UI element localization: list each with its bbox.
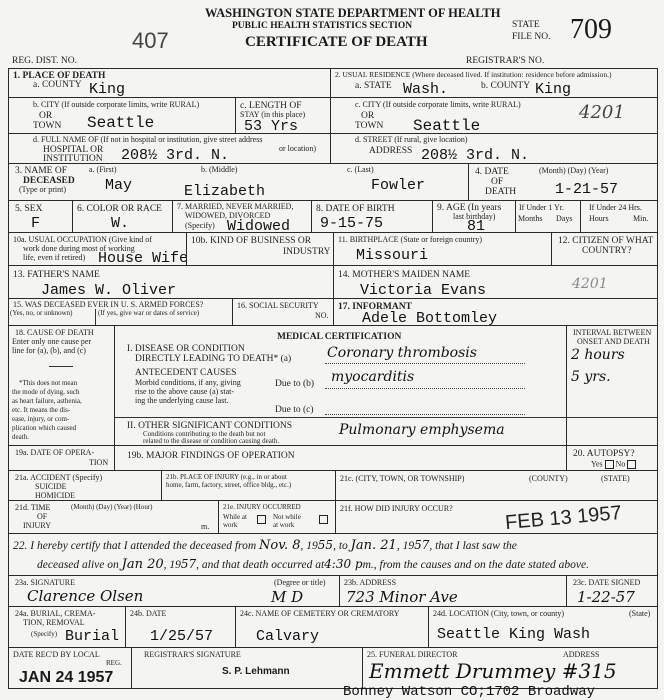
first-name: May — [105, 177, 133, 194]
funeral-address-label: ADDRESS — [563, 650, 600, 659]
res-town-label: TOWN — [355, 121, 384, 131]
state-file-label-2: FILE NO. — [512, 32, 551, 42]
hospital-label-2: HOSPITAL OR — [43, 145, 104, 155]
informant: Adele Bottomley — [362, 310, 498, 327]
time-of-injury-label-3: INJURY — [23, 521, 52, 530]
accident-cell — [8, 470, 162, 501]
injury-occurred-cell — [218, 500, 336, 534]
footnote-line: etc. It means the dis- — [12, 406, 71, 414]
death-city-cell — [8, 97, 236, 134]
age-cell — [432, 200, 516, 233]
dod-label: 4. DATE — [475, 167, 509, 177]
physician-address-cell — [339, 575, 567, 607]
autopsy-cell — [566, 445, 658, 471]
race-label: 6. COLOR OR RACE — [77, 204, 162, 214]
autopsy-yes-checkbox[interactable] — [605, 460, 614, 469]
ssn-cell — [232, 298, 334, 326]
citizen-label-2: COUNTRY? — [582, 246, 632, 256]
operation-findings-cell — [114, 445, 567, 471]
time-of-injury-label-2: OF — [37, 512, 48, 521]
sex-cell — [8, 200, 73, 233]
footnote-line: as heart failure, asthenia, — [12, 397, 82, 405]
first-label: a. (First) — [89, 165, 117, 174]
hospital-label-3: INSTITUTION — [43, 154, 103, 164]
marital-label-3: (Specify) — [185, 221, 215, 230]
cert-text: 22. I hereby certify that I attended the deceased from — [13, 540, 257, 552]
citizenship-cell — [551, 232, 658, 266]
autopsy-yes-label: Yes — [591, 459, 603, 469]
cause-note: Enter only one cause per — [12, 337, 92, 346]
place-of-injury-label: 21b. PLACE OF INJURY (e.g., in or about — [166, 473, 287, 481]
faint-annotation: 4201 — [572, 276, 608, 292]
registrar-signature-cell — [131, 647, 363, 689]
mother-cell — [333, 265, 658, 299]
sex: F — [31, 215, 41, 232]
disease-label: I. DISEASE OR CONDITION — [127, 344, 245, 354]
medical-certification-cell — [114, 325, 567, 446]
father-label: 13. FATHER'S NAME — [13, 270, 100, 280]
footnote-line: the mode of dying, such — [12, 388, 80, 396]
cert-text: deceased alive on — [37, 559, 119, 571]
race: W. — [111, 215, 130, 232]
time-columns: (Month) (Day) (Year) (Hour) — [71, 503, 153, 511]
address-label: ADDRESS — [369, 146, 413, 156]
informant-cell — [333, 298, 658, 326]
antecedent-note: ing the underlying cause last. — [135, 396, 229, 405]
date-signed: 1-22-57 — [577, 588, 635, 606]
divider — [567, 417, 657, 418]
signature-cell — [8, 575, 340, 607]
mother-label: 14. MOTHER'S MAIDEN NAME — [338, 270, 471, 280]
attended-to-year: 57 — [414, 538, 430, 552]
death-county: King — [89, 81, 126, 98]
date-received-label: DATE REC'D BY LOCAL — [13, 650, 100, 659]
certification-cell — [8, 533, 658, 576]
min-label: Min. — [633, 214, 649, 223]
stay-label: c. LENGTH OF — [240, 101, 302, 111]
last-name: Fowler — [371, 177, 426, 194]
autopsy-label: 20. AUTOPSY? — [573, 449, 635, 459]
residence-city-cell — [330, 97, 658, 134]
middle-label: b. (Middle) — [201, 165, 238, 174]
last-seen-alive: Jan 20 — [121, 557, 164, 572]
physician-address: 723 Minor Ave — [346, 588, 458, 606]
cause-b: myocarditis — [331, 369, 415, 385]
cause-label: 18. CAUSE OF DEATH — [15, 328, 94, 337]
autopsy-no-label: No — [615, 459, 626, 469]
burial-label-3: (Specify) — [31, 630, 58, 638]
mother-maiden-name: Victoria Evans — [360, 282, 487, 299]
divider — [95, 309, 96, 326]
antecedent-label: ANTECEDENT CAUSES — [135, 368, 237, 378]
footnote-line: ease, injury, or com- — [12, 415, 70, 423]
interval-label: INTERVAL BETWEEN — [573, 328, 652, 337]
op-date-label-2: TION — [89, 458, 109, 467]
disease-label-2: DIRECTLY LEADING TO DEATH* (a) — [135, 354, 292, 364]
name-cell — [8, 163, 469, 201]
state-file-value: 709 — [570, 14, 612, 45]
occupation-label: 10a. USUAL OCCUPATION (Give kind of — [13, 235, 152, 244]
street-label: d. STREET (If rural, give location) — [355, 135, 468, 144]
burial-cell — [8, 606, 126, 648]
divider — [115, 417, 566, 418]
department-title: WASHINGTON STATE DEPARTMENT OF HEALTH — [205, 6, 501, 20]
ssn-label: 16. SOCIAL SECURITY — [237, 301, 319, 310]
section-title: PUBLIC HEALTH STATISTICS SECTION — [232, 21, 413, 31]
attended-from: Nov. 8 — [259, 538, 301, 553]
place-of-injury-cell — [161, 470, 336, 501]
injury-occurred-label: 21e. INJURY OCCURRED — [223, 503, 301, 511]
birthplace: Missouri — [356, 247, 429, 264]
handwritten-annotation: 4201 — [579, 102, 625, 123]
res-street: 208½ 3rd. N. — [421, 147, 530, 164]
town-label: TOWN — [33, 121, 62, 131]
res-or-label: OR — [361, 111, 375, 121]
informant-label: 17. INFORMANT — [338, 302, 412, 312]
last-label: c. (Last) — [347, 165, 374, 174]
cert-text: , to — [333, 540, 348, 552]
dotted-line — [325, 362, 525, 364]
interval-a: 2 hours — [571, 347, 625, 363]
res-state-label: a. STATE — [355, 81, 392, 91]
attended-to: Jan. 21 — [350, 538, 397, 553]
cemetery-cell — [235, 606, 429, 648]
burial-date: 1/25/57 — [150, 628, 214, 645]
disposition: Burial — [65, 628, 120, 645]
street-address-cell — [330, 133, 658, 164]
father-name: James W. Oliver — [41, 282, 177, 299]
while-at-work-label: While at — [223, 513, 247, 521]
medical-title: MEDICAL CERTIFICATION — [277, 332, 402, 342]
place-of-injury-label-2: home, farm, factory, street, office bldg., etc.) — [166, 481, 292, 489]
certificate-title: CERTIFICATE OF DEATH — [245, 34, 428, 50]
sex-label: 5. SEX — [15, 204, 43, 214]
injury-state-label: (STATE) — [601, 474, 630, 483]
burial-label-2: TION, REMOVAL — [23, 618, 85, 627]
business-label-2: INDUSTRY — [283, 247, 331, 257]
funeral-director-label: 25. FUNERAL DIRECTOR — [367, 650, 458, 659]
funeral-home: Bonney Watson CO;1702 Broadway — [343, 684, 596, 700]
res-state: Wash. — [403, 81, 449, 98]
not-while-at-work-label-2: at work — [273, 521, 295, 529]
occupation-label-2: work done during most of working — [23, 244, 135, 253]
county-label: a. COUNTY — [33, 80, 82, 90]
how-injury-label: 21f. HOW DID INJURY OCCUR? — [340, 504, 453, 513]
under-one-year-cell — [515, 200, 581, 233]
time-of-injury-label: 21d. TIME — [15, 503, 51, 512]
marital-label-2: WIDOWED, DIVORCED — [185, 211, 271, 220]
state-file-label: STATE — [512, 20, 540, 30]
date-signed-label: 23c. DATE SIGNED — [573, 578, 641, 587]
burial-location: Seattle King Wash — [437, 626, 591, 643]
cert-text: , 19 — [300, 540, 318, 552]
date-of-death: 1-21-57 — [555, 181, 619, 198]
attended-from-year: 55 — [317, 538, 334, 552]
degree-label: (Degree or title) — [274, 578, 326, 587]
antecedent-note: rise to the above cause (a) stat- — [135, 387, 235, 396]
date-received-stamp: JAN 24 1957 — [19, 669, 114, 686]
reg-label: REG. — [106, 659, 122, 667]
armed-forces-cell — [8, 298, 233, 326]
business-cell — [186, 232, 334, 266]
hospital-cell — [8, 133, 331, 164]
while-at-work-checkbox[interactable] — [257, 515, 266, 524]
residence-state-county-cell — [330, 68, 658, 98]
cert-text: , that I last saw the — [429, 540, 517, 552]
cert-text: , 19 — [396, 540, 415, 552]
date-of-death-cell — [468, 163, 658, 201]
death-city: Seattle — [87, 114, 155, 132]
cemetery: Calvary — [256, 628, 320, 645]
date-of-birth: 9-15-75 — [320, 215, 384, 232]
location-state-label: (State) — [629, 609, 651, 618]
footnote-line: plication which caused — [12, 424, 77, 432]
physician-signature: Clarence Olsen — [27, 587, 144, 605]
age-label-2: last birthday) — [453, 212, 496, 221]
race-cell — [72, 200, 173, 233]
other-note: related to the disease or condition causing death. — [143, 437, 280, 445]
armed-forces-label-2: (Yes, no, or unknown) — [10, 309, 73, 317]
under-24-hours-cell — [580, 200, 658, 233]
while-at-work-label-2: work — [223, 521, 238, 529]
length-of-stay-cell — [235, 97, 331, 134]
other-note: Conditions contributing to the death but not — [143, 430, 266, 438]
age: 81 — [467, 218, 486, 235]
armed-forces-label-3: (If yes, give war or dates of service) — [98, 309, 200, 317]
hospital-label: d. FULL NAME OF (If not in hospital or institution, give street address — [33, 135, 263, 144]
burial-date-cell — [125, 606, 236, 648]
registrar-signature-label: REGISTRAR'S SIGNATURE — [144, 650, 241, 659]
burial-date-label: 24b. DATE — [130, 609, 167, 618]
res-county-label: b. COUNTY — [481, 81, 531, 91]
interval-cell — [566, 325, 658, 446]
under-1-label: If Under 1 Yr. — [519, 203, 565, 212]
date-received-cell — [8, 647, 132, 689]
res-county: King — [535, 81, 572, 98]
injury-location-cell — [335, 470, 658, 501]
due-b-label: Due to (b) — [275, 379, 315, 389]
physician-degree: M D — [271, 588, 304, 606]
location-label: 24d. LOCATION (City, town, or county) — [433, 609, 565, 618]
hospital-address: 208½ 3rd. N. — [121, 147, 230, 164]
date-signed-cell — [566, 575, 658, 607]
cause-note-2: line for (a), (b), and (c) — [12, 346, 86, 355]
funeral-director-signature: Emmett Drummey #315 — [369, 659, 617, 683]
not-while-at-work-label: Not while — [273, 513, 301, 521]
birthplace-cell — [333, 232, 552, 266]
marital-label: 7. MARRIED, NEVER MARRIED, — [177, 202, 294, 211]
dod-label-2: OF — [491, 177, 504, 187]
ssn-label-2: NO. — [315, 311, 329, 320]
occupation: House Wife — [98, 250, 189, 267]
received-date-stamp: FEB 13 1957 — [504, 501, 623, 535]
suicide-label: SUICIDE — [35, 482, 67, 491]
cemetery-label: 24c. NAME OF CEMETERY OR CREMATORY — [240, 609, 400, 618]
age-label: 9. AGE (In years — [437, 203, 502, 213]
name-label-2: DECEASED — [23, 176, 75, 186]
divider — [49, 366, 73, 367]
reg-dist-label: REG. DIST. NO. — [12, 56, 78, 66]
occupation-label-3: life, even if retired) — [23, 253, 86, 262]
marital-status: Widowed — [227, 218, 291, 235]
father-cell — [8, 265, 334, 299]
op-findings-label: 19b. MAJOR FINDINGS OF OPERATION — [127, 451, 295, 461]
hospital-label-4: or location) — [279, 144, 317, 153]
autopsy-no-checkbox[interactable] — [627, 460, 636, 469]
res-city-label: c. CITY (If outside corporate limits, write RURAL) — [355, 100, 521, 109]
operation-date-cell — [8, 445, 115, 471]
occupation-cell — [8, 232, 187, 266]
place-of-death-label: 1. PLACE OF DEATH — [13, 71, 106, 81]
injury-city-label: 21c. (CITY, TOWN, OR TOWNSHIP) — [340, 474, 465, 483]
last-seen-year: 57 — [180, 557, 197, 571]
dod-columns: (Month) (Day) (Year) — [539, 166, 609, 175]
name-label: 3. NAME OF — [15, 166, 67, 176]
op-date-label: 19a. DATE OF OPERA- — [15, 448, 95, 457]
armed-forces-label: 15. WAS DECEASED EVER IN U. S. ARMED FORCES? — [13, 300, 204, 309]
footnote-line: *This does not mean — [19, 379, 78, 387]
not-while-at-work-checkbox[interactable] — [319, 515, 328, 524]
cause-a: Coronary thrombosis — [327, 345, 477, 361]
days-label: Days — [556, 214, 573, 223]
burial-label: 24a. BURIAL, CREMA- — [15, 609, 96, 618]
citizen-label: 12. CITIZEN OF WHAT — [558, 236, 654, 246]
registrar-signature: S. P. Lehmann — [222, 666, 290, 677]
burial-location-cell — [428, 606, 658, 648]
due-c-label: Due to (c) — [275, 405, 314, 415]
cert-text: , and that death occurred at — [196, 559, 325, 571]
city-label: b. CITY (If outside corporate limits, write RURAL) — [33, 100, 200, 109]
time-of-injury-cell — [8, 500, 219, 534]
dob-cell — [311, 200, 433, 233]
under-24-label: If Under 24 Hrs. — [589, 203, 642, 212]
months-label: Months — [518, 214, 543, 223]
marital-cell — [172, 200, 312, 233]
other-conditions: Pulmonary emphysema — [339, 422, 505, 438]
interval-label-2: ONSET AND DEATH — [577, 337, 650, 346]
dob-label: 8. DATE OF BIRTH — [316, 204, 395, 214]
or-label: OR — [39, 111, 53, 121]
middle-name: Elizabeth — [184, 183, 266, 200]
antecedent-note: Morbid conditions, if any, giving — [135, 378, 241, 387]
physician-address-label: 23b. ADDRESS — [344, 578, 397, 587]
reg-dist-value: 407 — [132, 28, 169, 53]
other-conditions-label: II. OTHER SIGNIFICANT CONDITIONS — [127, 421, 293, 431]
interval-b: 5 yrs. — [571, 369, 611, 385]
accident-label: 21a. ACCIDENT (Specify) — [15, 473, 103, 482]
m-label: m. — [201, 522, 210, 531]
cause-of-death-cell — [8, 325, 115, 446]
registrar-no-label: REGISTRAR'S NO. — [466, 56, 545, 66]
hours-label: Hours — [589, 214, 609, 223]
stay-label-2: STAY (in this place) — [240, 110, 306, 119]
res-city: Seattle — [413, 117, 481, 135]
dotted-line — [325, 387, 525, 389]
name-label-3: (Type or print) — [19, 185, 66, 194]
cert-text: m., from the causes and on the date stated above. — [362, 559, 589, 571]
business-label: 10b. KIND OF BUSINESS OR — [191, 236, 312, 246]
birthplace-label: 11. BIRTHPLACE (State or foreign country) — [338, 235, 483, 244]
signature-label: 23a. SIGNATURE — [15, 578, 75, 587]
time-of-death: 4:30 p — [324, 557, 363, 571]
dotted-line — [325, 413, 525, 415]
cert-text: , 19 — [163, 559, 181, 571]
injury-county-label: (COUNTY) — [529, 474, 568, 483]
place-of-death-county-cell — [8, 68, 331, 98]
dod-label-3: DEATH — [485, 187, 517, 197]
footnote-line: death. — [12, 433, 29, 441]
length-of-stay: 53 Yrs — [244, 118, 299, 135]
funeral-director-cell — [362, 647, 658, 689]
homicide-label: HOMICIDE — [35, 491, 75, 500]
usual-residence-label: 2. USUAL RESIDENCE (Where deceased lived. If institution: residence before admission.) — [335, 70, 612, 79]
